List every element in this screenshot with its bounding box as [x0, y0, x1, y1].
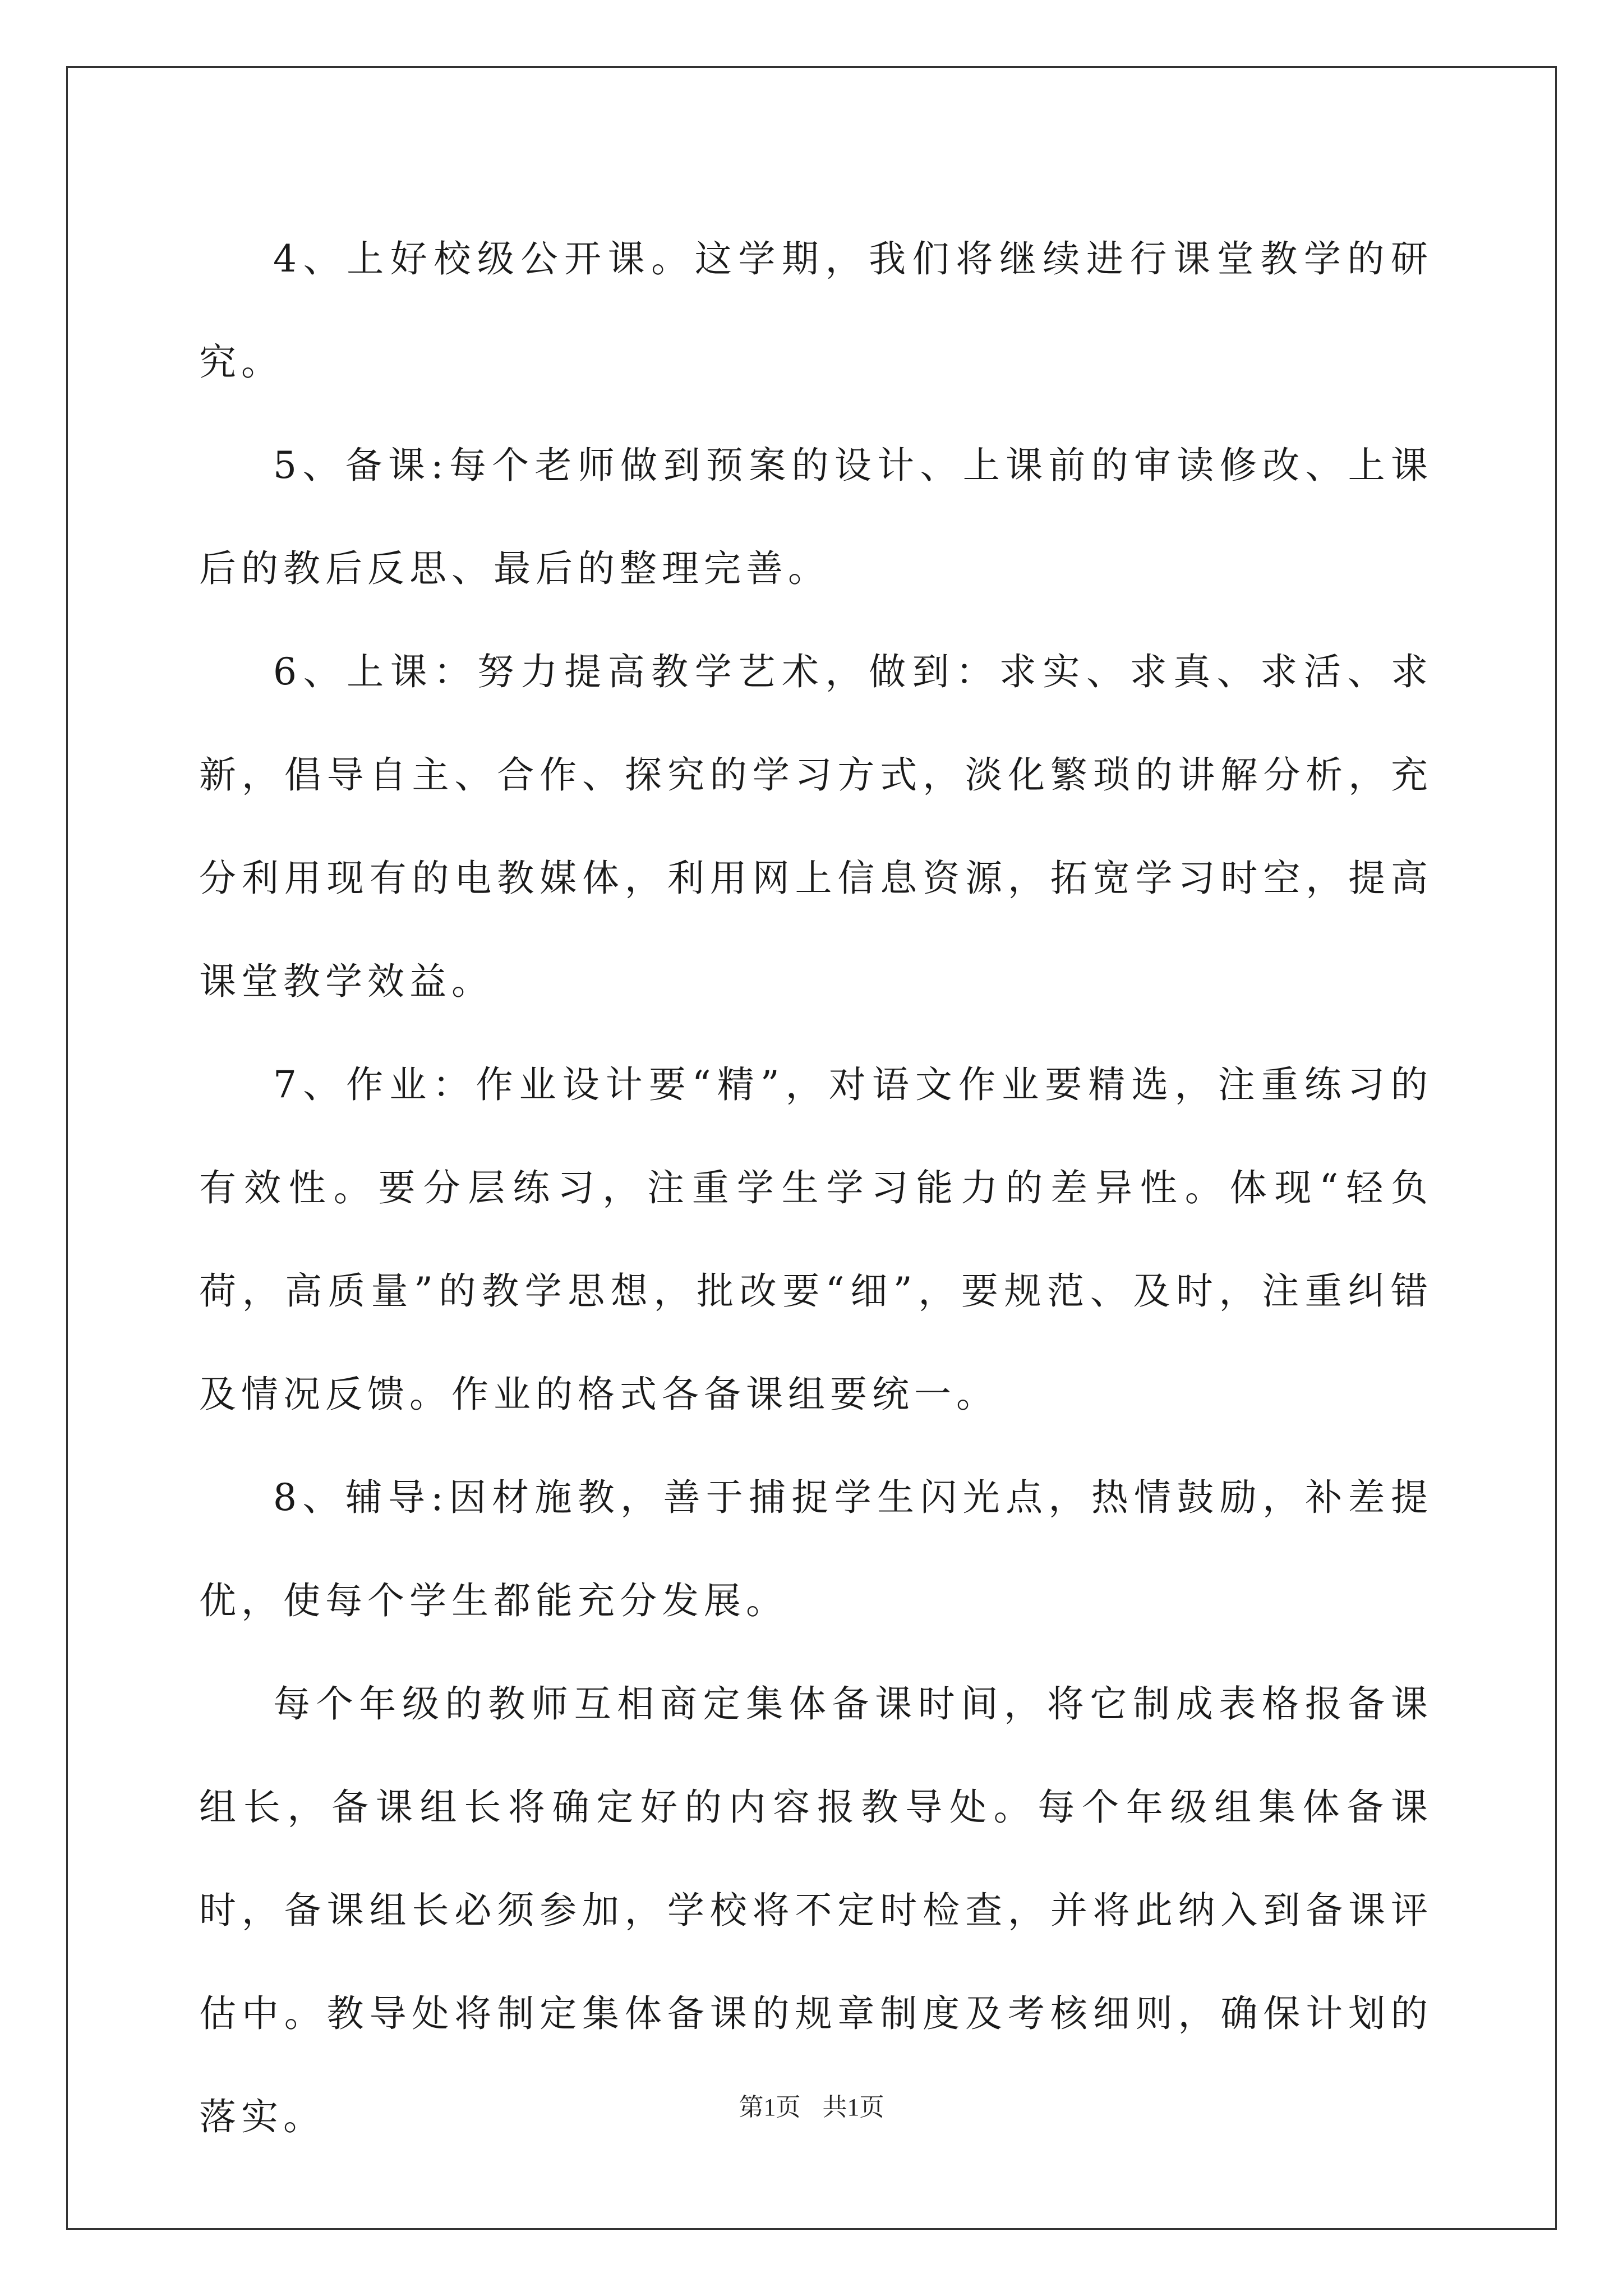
page-total: 共1页	[822, 2093, 884, 2121]
document-body	[199, 208, 1433, 2169]
paragraph-item-4: 4、上好校级公开课。这学期，我们将继续进行课堂教学的研究。	[199, 237, 1433, 384]
paragraph-item-6-teaching: 6、上课：努力提高教学艺术，做到：求实、求真、求活、求新，倡导自主、合作、探究的学习方式，淡化繁琐的讲解分析，充分利用现有的电教媒体，利用网上信息资源，拓宽学习时空，提高课堂教学效益。	[199, 650, 1433, 1003]
page-number: 第1页	[739, 2093, 801, 2121]
paragraph-item-7-homework: 7、作业：作业设计要“精”，对语文作业要精选，注重练习的有效性。要分层练习，注重学生学习能力的差异性。体现“轻负荷，高质量”的教学思想，批改要“细”，要规范、及时，注重纠错及情况反馈。作业的格式各备课组要统一。	[199, 1063, 1433, 1416]
paragraph-item-5-lesson-prep: 5、备课:每个老师做到预案的设计、上课前的审读修改、上课后的教后反思、最后的整理完善。	[199, 444, 1433, 590]
paragraph-item-8-tutoring: 8、辅导:因材施教，善于捕捉学生闪光点，热情鼓励，补差提优，使每个学生都能充分发展。	[199, 1476, 1433, 1622]
page-footer	[0, 2087, 1623, 2123]
paragraph-group-lesson-planning: 每个年级的教师互相商定集体备课时间，将它制成表格报备课组长，备课组长将确定好的内容报教导处。每个年级组集体备课时，备课组长必须参加，学校将不定时检查，并将此纳入到备课评估中。教导处将制定集体备课的规章制度及考核细则，确保计划的落实。	[199, 1682, 1433, 2138]
